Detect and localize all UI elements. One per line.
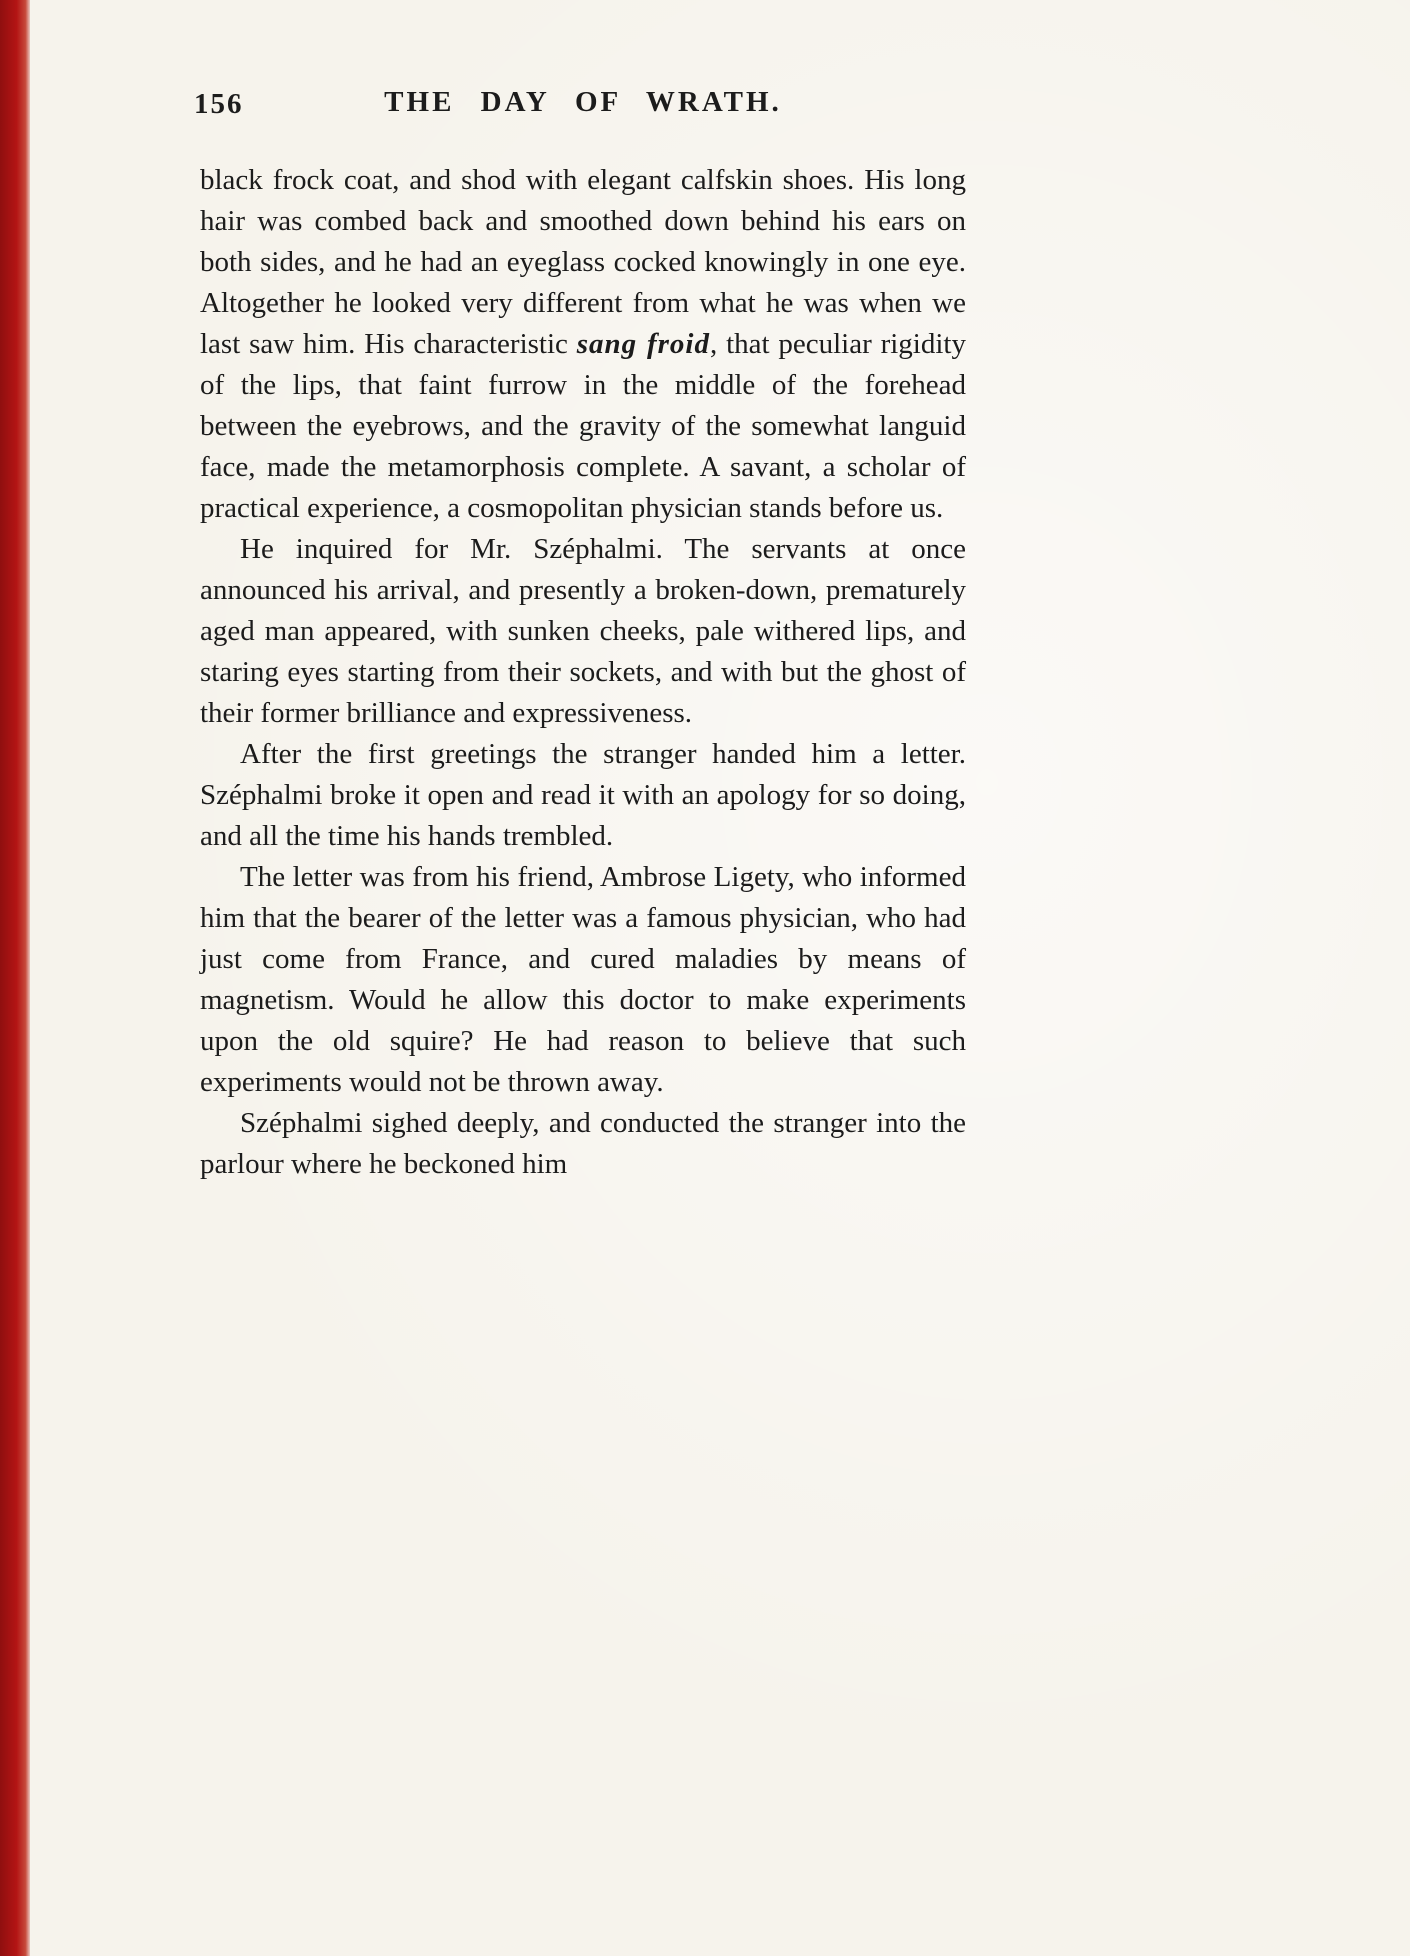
page-number: 156 (194, 88, 244, 120)
text-block (200, 160, 966, 1185)
running-title: THE DAY OF WRATH. (384, 86, 782, 118)
text-run: , that peculiar rigidity of the lips, that faint furrow in the middle of the forehead between the eyebrows, and the gravity of the somewhat languid face, made the metamorphosis complete. A savant, a scholar of practical experience, a cosmopolitan physician stands before us. (200, 328, 966, 524)
text-run: After the first greetings the stranger handed him a letter. Széphalmi broke it open and read it with an apology for so doing, and all the time his hands trembled. (200, 738, 966, 852)
paragraph (200, 734, 966, 857)
text-run: He inquired for Mr. Széphalmi. The servants at once announced his arrival, and presently a broken-down, prematurely aged man appeared, with sunken cheeks, pale withered lips, and staring eyes starting from their sockets, and with but the ghost of their former brilliance and expressiveness. (200, 533, 966, 729)
page-content (194, 86, 966, 1185)
page-header (194, 86, 966, 138)
paragraph (200, 1103, 966, 1185)
paragraph (200, 160, 966, 529)
italic-phrase: sang froid (576, 328, 710, 360)
text-run: black frock coat, and shod with elegant calfskin shoes. His long hair was combed back and smoothed down behind his ears on both sides, and he had an eyeglass cocked knowingly in one eye. Altogether he looked very different from what he was when we last saw him. His characteristic (200, 164, 966, 360)
paragraph (200, 529, 966, 734)
paragraph (200, 857, 966, 1103)
book-binding-edge (0, 0, 30, 1956)
text-run: Széphalmi sighed deeply, and conducted the stranger into the parlour where he beckoned him (200, 1107, 966, 1180)
text-run: The letter was from his friend, Ambrose Ligety, who informed him that the bearer of the letter was a famous physician, who had just come from France, and cured maladies by means of magnetism. Would he allow this doctor to make experiments upon the old squire? He had reason to believe that such experiments would not be thrown away. (200, 861, 966, 1098)
